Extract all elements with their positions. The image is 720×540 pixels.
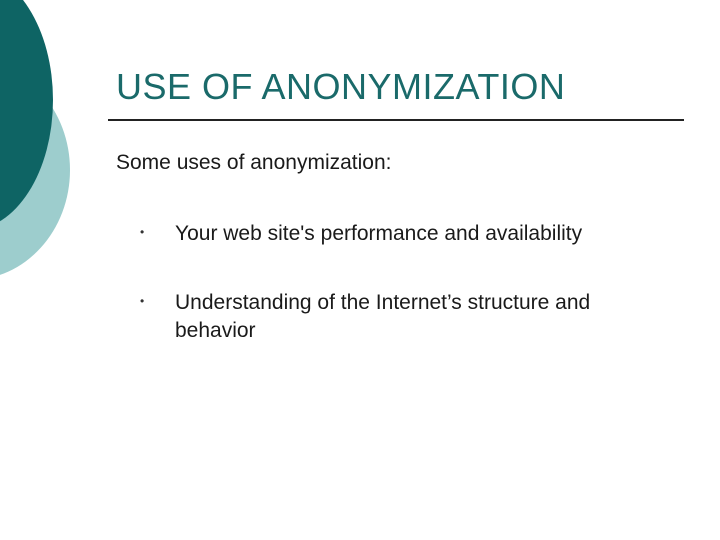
bullet-item	[140, 220, 680, 248]
bullet-marker: •	[140, 225, 145, 239]
title-divider	[108, 119, 684, 121]
slide-subheading: Some uses of anonymization:	[116, 151, 392, 174]
bullet-text: Understanding of the Internet’s structure and behavior	[175, 291, 591, 342]
slide-title: USE OF ANONYMIZATION	[116, 66, 566, 107]
decorative-circles	[0, 0, 90, 300]
bullet-item	[140, 289, 680, 345]
bullet-marker: •	[140, 294, 145, 308]
bullet-text: Your web site's performance and availability	[175, 222, 583, 245]
